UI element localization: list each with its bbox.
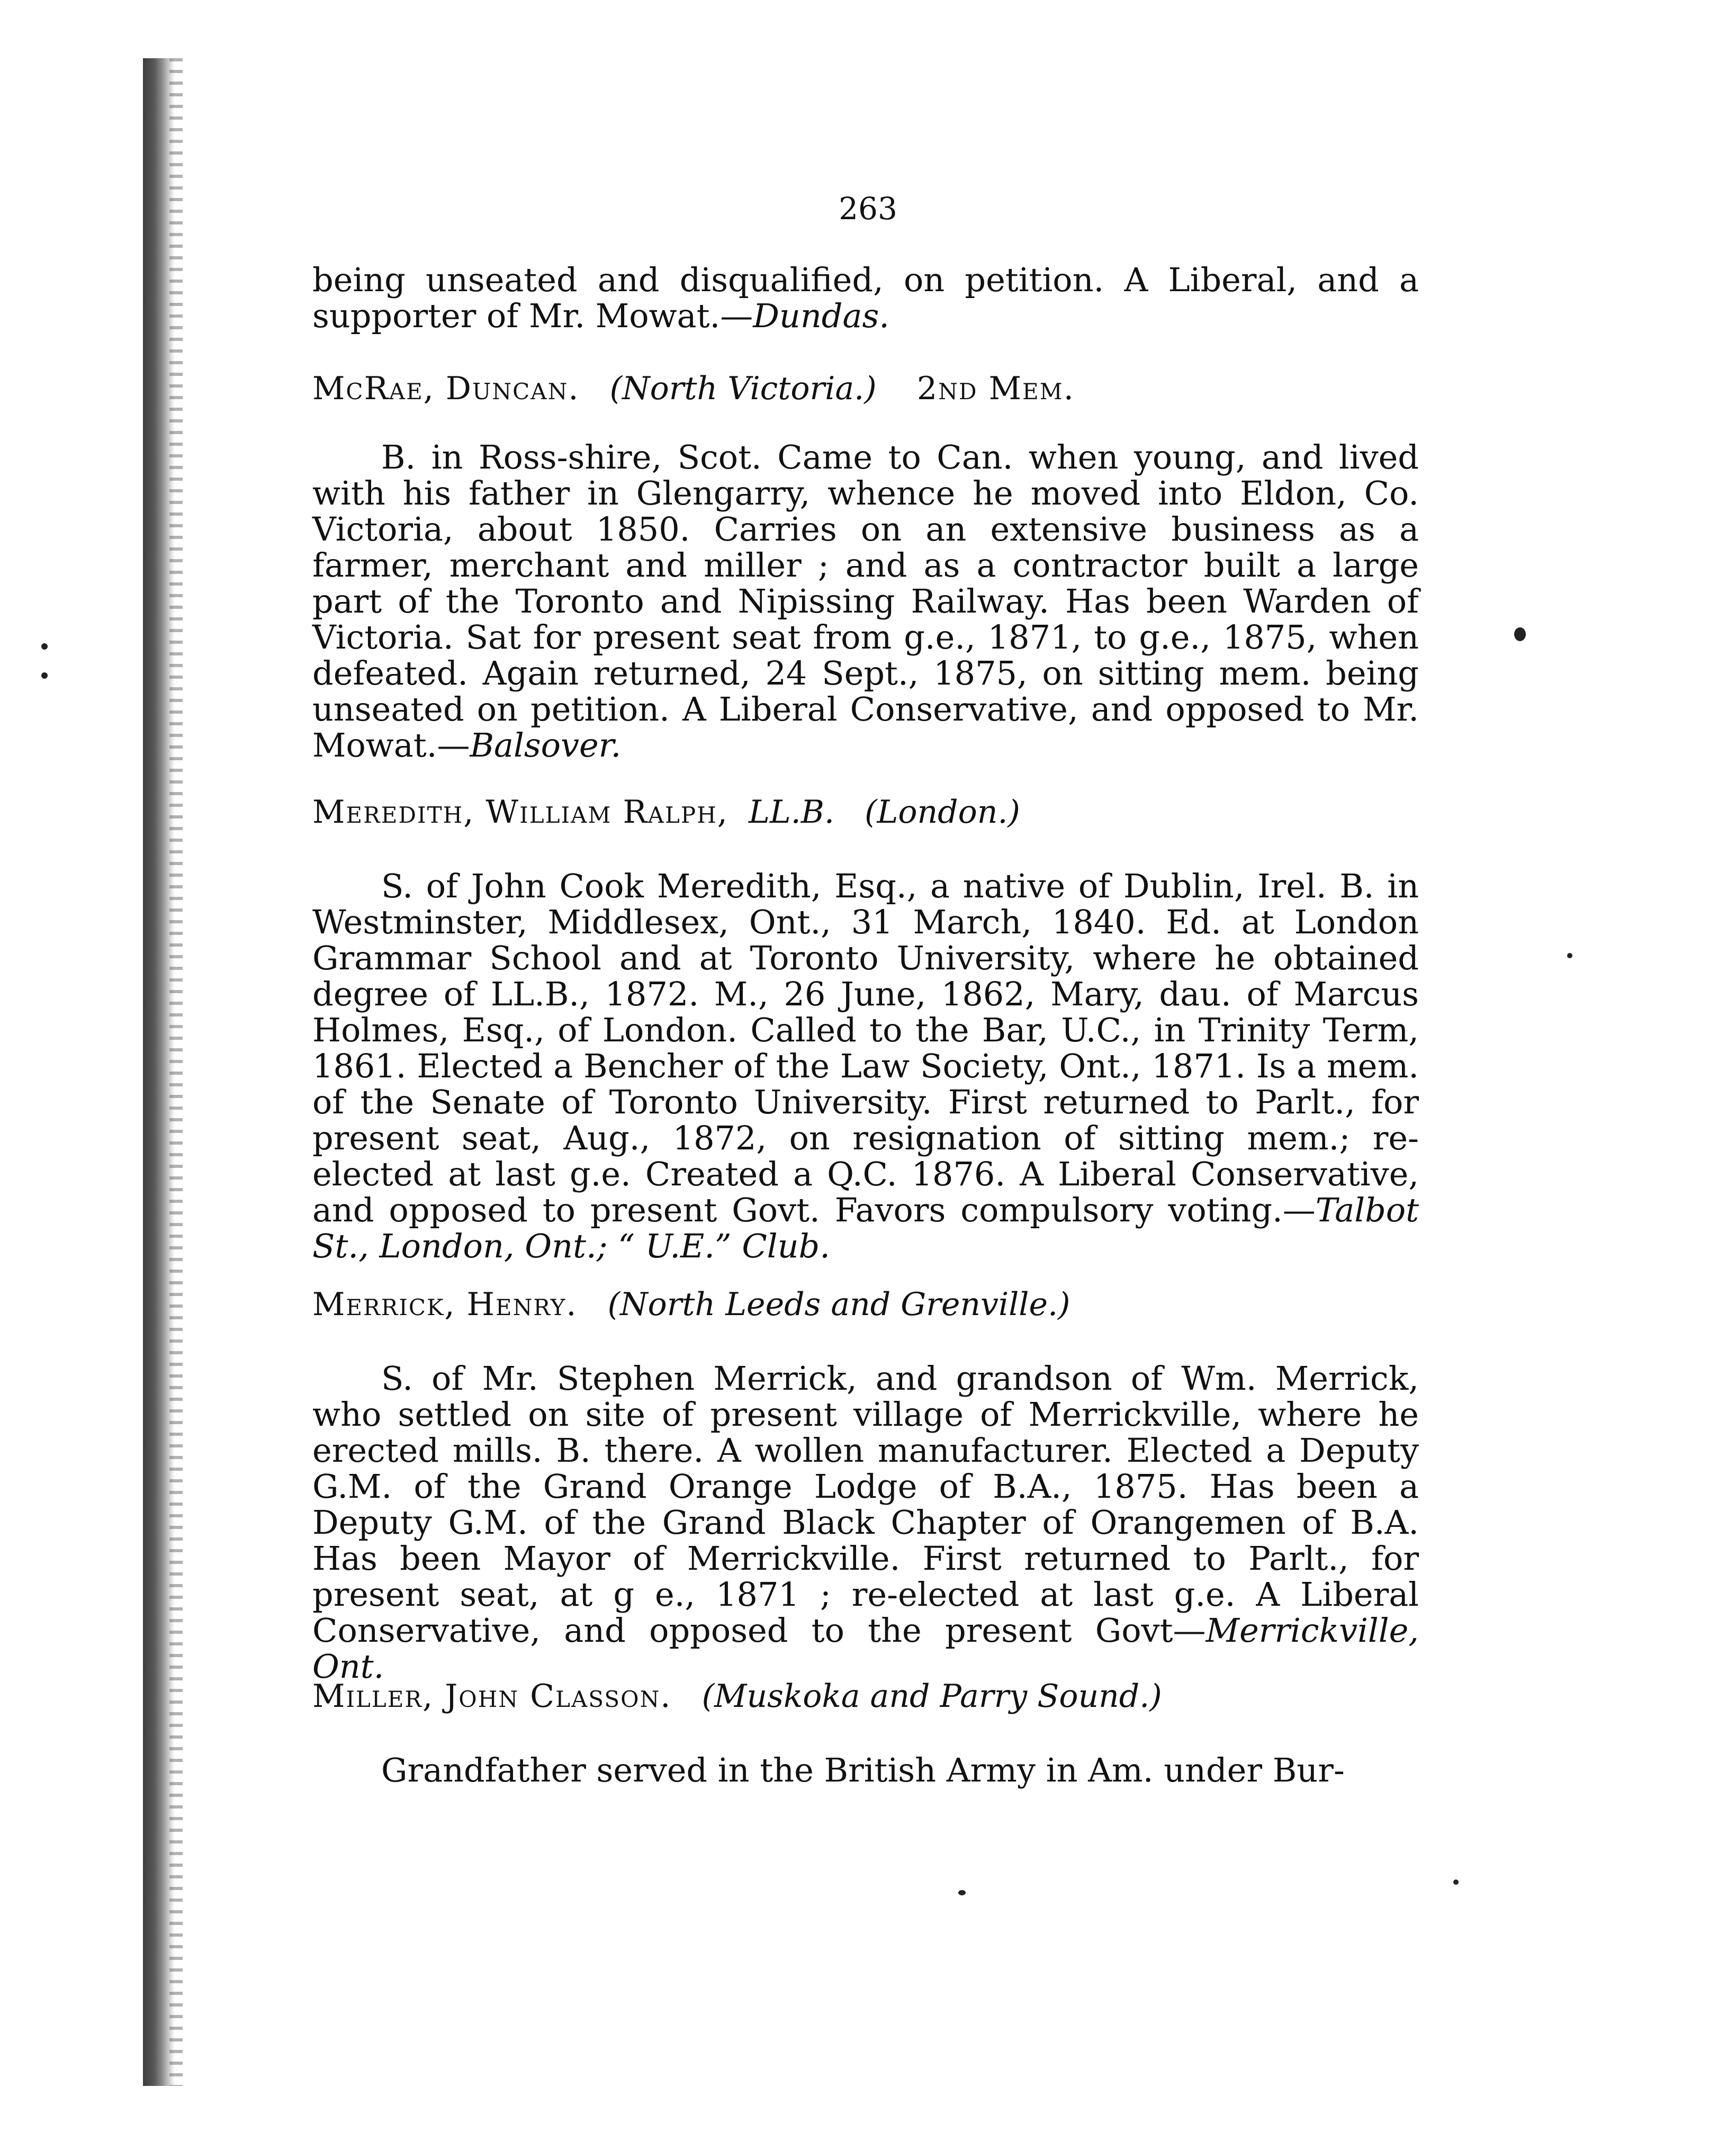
entry-address: Merrickville, Ont. — [312, 1611, 1419, 1686]
entry-riding: (London.) — [865, 794, 1020, 831]
entry-body-text: S. of John Cook Meredith, Esq., a native of Dublin, Irel. B. in Westminster, Middlesex, Ont., 31 March, 1840. Ed. at London Grammar School and at Toronto University, where he obtained degree of LL.B., 1872. M., 26 June, 1862, Mary, dau. of Marcus Holmes, Esq., of London. Called to the Bar, U.C., in Trinity Term, 1861. Elected a Bencher of the Law Society, Ont., 1871. Is a mem. of the Senate of Toronto University. First returned to Parlt., for present seat, Aug., 1872, on resignation of sitting mem.; re-elected at last g.e. Created a Q.C. 1876. A Liberal Conservative, and opposed to present Govt. Favors compulsory voting.— — [312, 867, 1419, 1229]
continuation-text: being unseated and disqualified, on petition. A Liberal, and a supporter of Mr. Mowat.— — [312, 260, 1419, 335]
page-number: 263 — [839, 191, 897, 227]
continuation-paragraph — [312, 262, 1419, 334]
continuation-address: Dundas. — [753, 296, 889, 335]
scan-speck — [958, 1890, 966, 1895]
entry-body-text: S. of Mr. Stephen Merrick, and grandson of Wm. Merrick, who settled on site of present village of Merrickville, where he erected mills. B. there. A wollen manufacturer. Elected a Deputy G.M. of the Grand Orange Lodge of B.A., 1875. Has been a Deputy G.M. of the Grand Black Chapter of Orangemen of B.A. Has been Mayor of Merrickville. First returned to Parlt., for present seat, at g e., 1871 ; re-elected at last g.e. A Liberal Conservative, and opposed to the present Govt— — [312, 1359, 1419, 1650]
scan-speck — [41, 643, 48, 650]
entry-heading-merrick — [312, 1287, 1477, 1323]
entry-degree: LL.B. — [748, 794, 834, 831]
binding-dust — [169, 58, 183, 2086]
entry-member: 2nd Mem. — [916, 370, 1075, 407]
entry-heading-meredith — [312, 794, 1477, 830]
entry-address: Balsover. — [470, 726, 622, 764]
entry-body-miller — [312, 1752, 1419, 1788]
scan-speck — [1567, 953, 1572, 958]
entry-riding: (Muskoka and Parry Sound.) — [701, 1678, 1162, 1715]
entry-name: Miller, John Classon. — [312, 1678, 672, 1715]
entry-heading-miller — [312, 1678, 1477, 1714]
entry-name: McRae, Duncan. — [312, 370, 580, 407]
scan-speck — [41, 672, 48, 679]
entry-riding: (North Victoria.) — [609, 370, 877, 407]
scan-speck — [1514, 627, 1526, 641]
entry-body-merrick — [312, 1361, 1419, 1685]
entry-address: Talbot St., London, Ont.; “ U.E.” Club. — [312, 1191, 1419, 1265]
entry-body-meredith — [312, 868, 1419, 1264]
scan-speck — [1453, 1879, 1459, 1885]
entry-body-mcrae — [312, 439, 1419, 763]
entry-name: Meredith, William Ralph, — [312, 794, 728, 831]
entry-heading-mcrae — [312, 371, 1477, 407]
entry-body-text: B. in Ross-shire, Scot. Came to Can. when young, and lived with his father in Glengarry, whence he moved into Eldon, Co. Victoria, about 1850. Carries on an extensive business as a farmer, merchant and miller ; and as a contractor built a large part of the Toronto and Nipissing Railway. Has been Warden of Victoria. Sat for present seat from g.e., 1871, to g.e., 1875, when defeated. Again returned, 24 Sept., 1875, on sitting mem. being unseated on petition. A Liberal Conservative, and opposed to Mr. Mowat.— — [312, 438, 1419, 764]
entry-riding: (North Leeds and Grenville.) — [607, 1286, 1071, 1323]
entry-name: Merrick, Henry. — [312, 1286, 578, 1323]
entry-body-text: Grandfather served in the British Army in Am. under Bur- — [381, 1751, 1345, 1789]
